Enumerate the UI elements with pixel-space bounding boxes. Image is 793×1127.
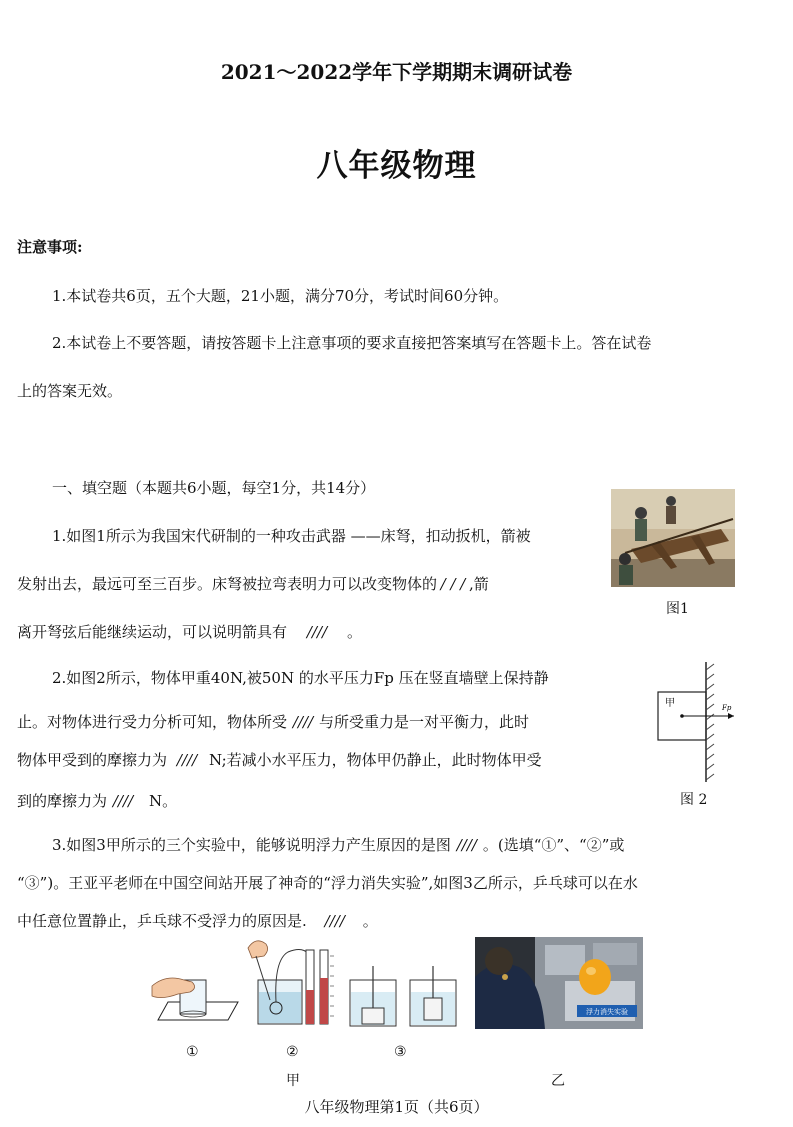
q3-blank-1: ////: [456, 836, 477, 854]
q1-blank-1: / / /: [440, 575, 466, 593]
figure-2-caption: 图 2: [680, 792, 708, 808]
exam-title: 2021～2022学年下学期期末调研试卷: [220, 60, 573, 84]
q3-line-3-text-b: 。: [362, 912, 378, 930]
figure-1-crossbow-illustration: [611, 489, 735, 587]
q1-blank-2: ////: [306, 623, 328, 641]
q2-line-4: [17, 791, 177, 811]
q2-line-4-text-a: 到的摩擦力为: [17, 792, 108, 810]
q2-line-3-text-b: N;若减小水平压力，物体甲仍静止，此时物体甲受: [209, 751, 542, 769]
q2-line-2-text-a: 止。对物体进行受力分析可知，物体所受: [17, 713, 288, 731]
figure-3-label-2: ②: [286, 1044, 299, 1060]
q3-line-1: [52, 835, 624, 855]
figure-1-caption: 图1: [666, 601, 689, 617]
q2-line-2: [17, 712, 529, 732]
q3-line-1-text-b: 。(选填“①”、“②”或: [482, 836, 625, 854]
figure-3-experiments-illustration: [148, 930, 468, 1034]
section-1-heading: 一、填空题（本题共6小题，每空1分，共14分）: [52, 479, 376, 497]
q2-blank-2: ////: [176, 751, 198, 769]
q3-line-3: [17, 911, 378, 931]
page-footer: 八年级物理第1页（共6页）: [304, 1098, 489, 1116]
q3-line-2: “③”)。王亚平老师在中国空间站开展了神奇的“浮力消失实验”,如图3乙所示，乒乓球可以在水: [17, 874, 638, 892]
q2-line-4-text-b: N。: [149, 792, 178, 810]
notice-item-2-line-2: 上的答案无效。: [17, 382, 123, 400]
photo-banner-text: 浮力消失实验: [586, 1008, 628, 1016]
figure-3-label-3: ③: [394, 1044, 407, 1060]
q3-blank-2: ////: [324, 912, 345, 930]
figure-2-block-label: 甲: [665, 698, 675, 709]
q2-blank-1: ////: [292, 713, 314, 731]
q1-line-3-text-a: 离开弩弦后能继续运动，可以说明箭具有: [17, 623, 288, 641]
figure-3-label-jia: 甲: [286, 1073, 300, 1089]
q3-line-1-text-a: 3.如图3甲所示的三个实验中，能够说明浮力产生原因的是图: [52, 836, 451, 854]
figure-2-block-wall-diagram: [652, 660, 742, 784]
q1-line-1: 1.如图1所示为我国宋代研制的一种攻击武器 ——床弩，扣动扳机，箭被: [52, 527, 531, 545]
notice-item-2-line-1: 2.本试卷上不要答题，请按答题卡上注意事项的要求直接把答案填写在答题卡上。答在试卷: [52, 334, 652, 352]
q2-line-1: 2.如图2所示，物体甲重40N,被50N 的水平压力Fp 压在竖直墙壁上保持静: [52, 669, 549, 687]
q2-line-3-text-a: 物体甲受到的摩擦力为: [17, 751, 168, 769]
q2-blank-3: ////: [112, 792, 134, 810]
q3-line-3-text-a: 中任意位置静止，乒乓球不受浮力的原因是.: [17, 912, 307, 930]
figure-3-label-yi: 乙: [551, 1073, 565, 1089]
exam-subject: 八年级物理: [316, 148, 477, 184]
q2-line-3: [17, 750, 542, 770]
figure-3-space-station-photo: [475, 937, 643, 1029]
notice-item-1: 1.本试卷共6页，五个大题，21小题，满分70分，考试时间60分钟。: [52, 287, 509, 305]
figure-2-force-label: Fp: [722, 704, 732, 712]
q2-line-2-text-b: 与所受重力是一对平衡力，此时: [319, 713, 530, 731]
q1-line-2: [17, 574, 489, 594]
notice-heading: 注意事项:: [17, 238, 83, 256]
q1-line-2-text-b: ,箭: [469, 575, 489, 593]
q1-line-2-text-a: 发射出去，最远可至三百步。床弩被拉弯表明力可以改变物体的: [17, 575, 438, 593]
q1-line-3-text-b: 。: [347, 623, 363, 641]
figure-3-label-1: ①: [186, 1044, 199, 1060]
q1-line-3: [17, 622, 362, 642]
